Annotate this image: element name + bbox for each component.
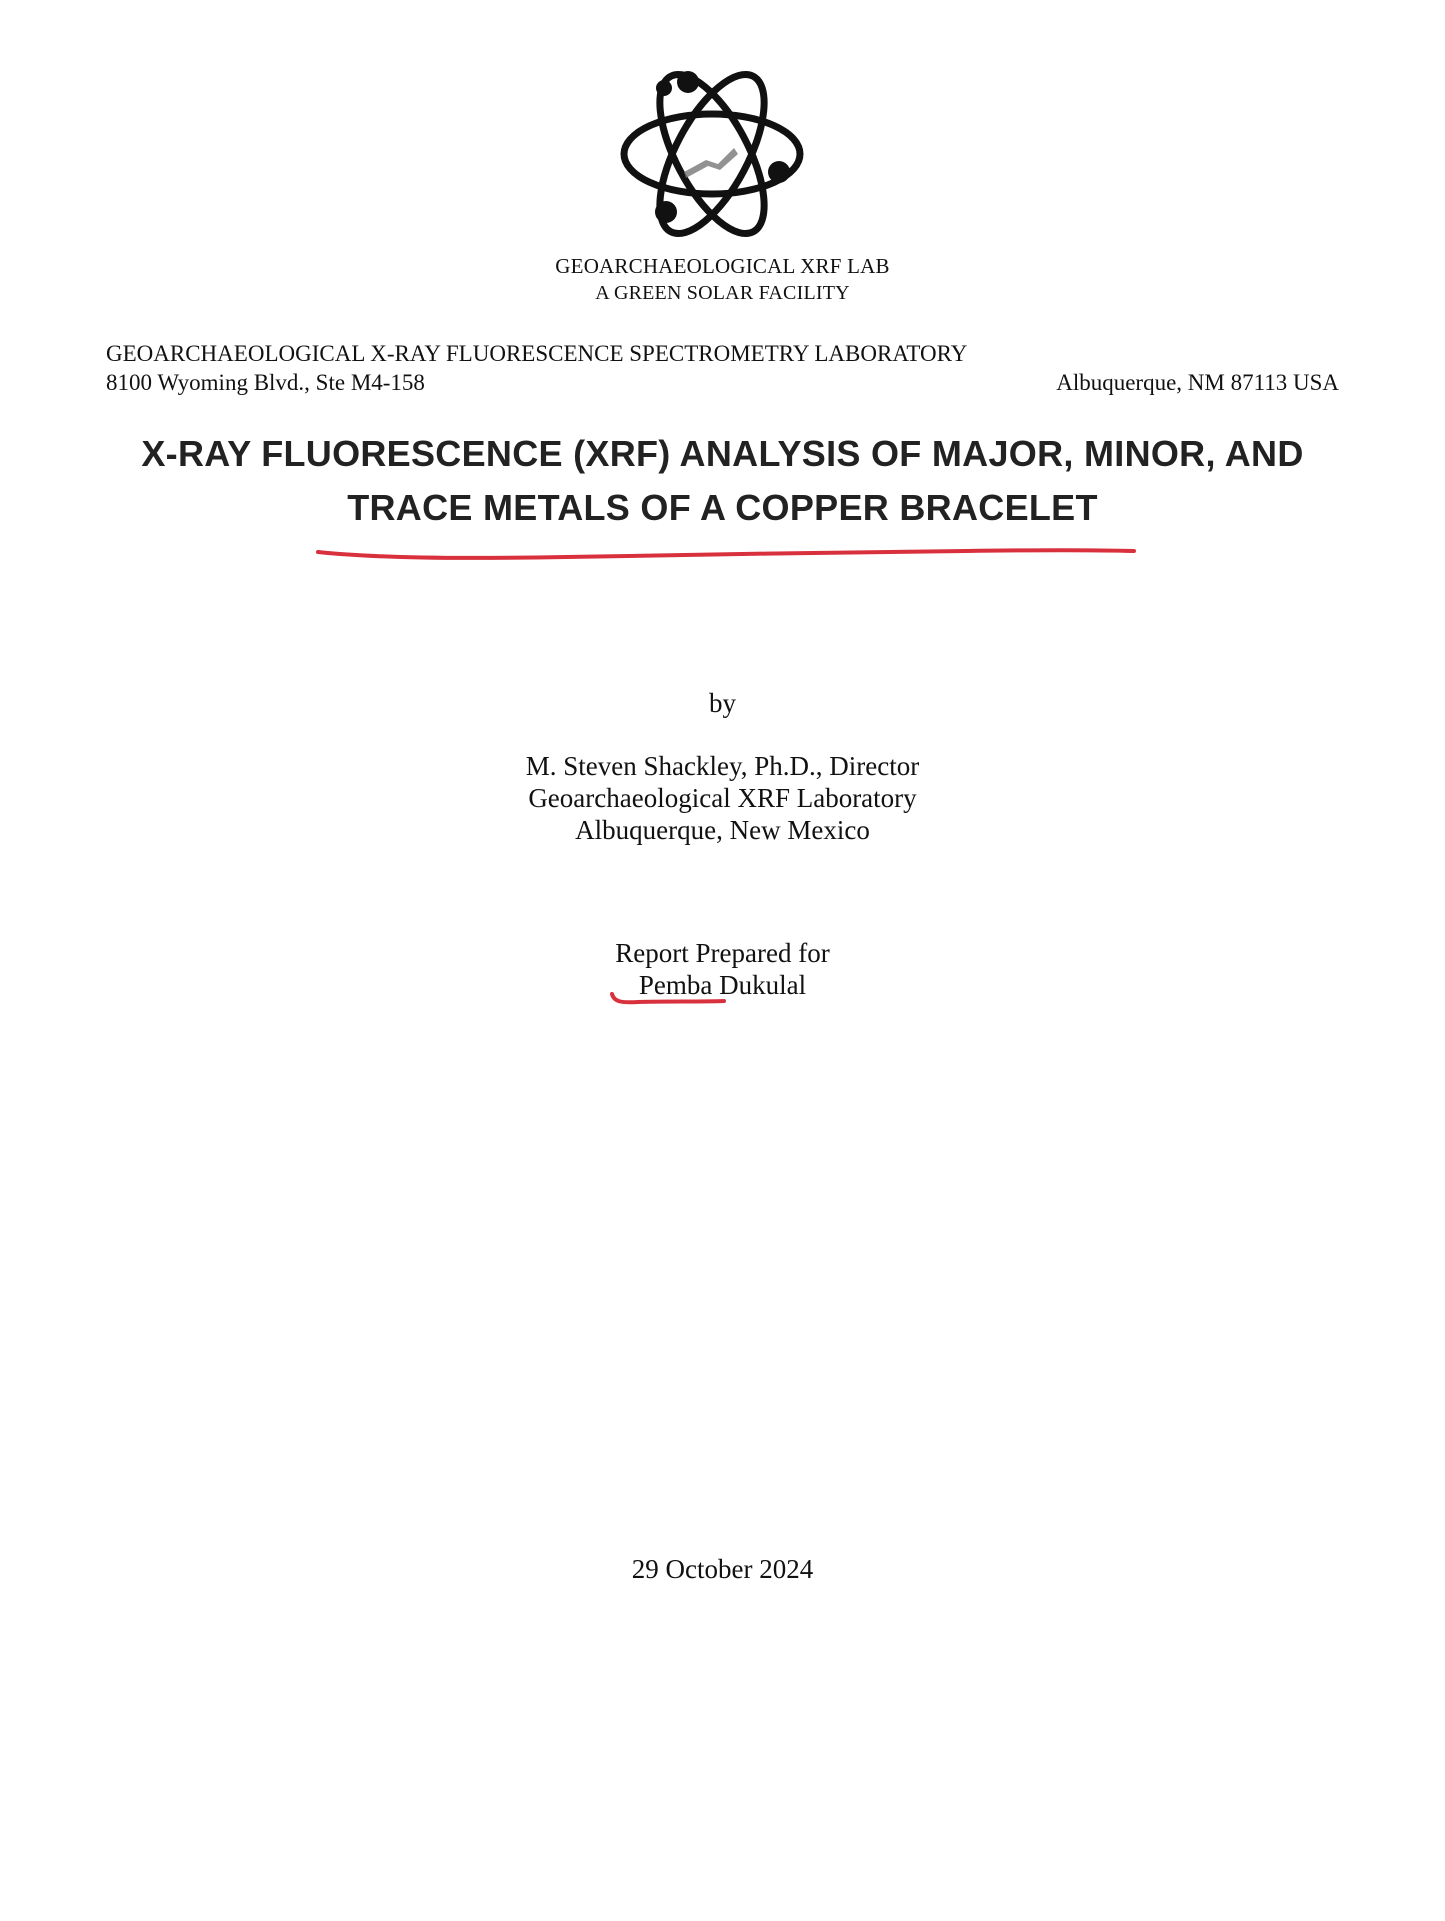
title-underline-annotation [316, 540, 1136, 564]
lab-tagline: A GREEN SOLAR FACILITY [595, 282, 850, 304]
author-lab: Geoarchaeological XRF Laboratory [528, 783, 917, 813]
atom-logo-icon [614, 62, 810, 246]
report-date: 29 October 2024 [631, 1554, 814, 1584]
client-name: Pemba Dukulal [638, 970, 807, 1000]
author-name: M. Steven Shackley, Ph.D., Director [525, 751, 920, 781]
by-label: by [709, 688, 736, 718]
author-location: Albuquerque, New Mexico [575, 815, 870, 845]
lab-name: GEOARCHAEOLOGICAL XRF LAB [555, 254, 890, 278]
client-underline-annotation [608, 990, 728, 1012]
address-city: Albuquerque, NM 87113 USA [1056, 370, 1339, 395]
report-title-line-2: TRACE METALS OF A COPPER BRACELET [347, 487, 1098, 528]
report-title-line-1: X-RAY FLUORESCENCE (XRF) ANALYSIS OF MAJOR, MINOR, AND [141, 433, 1304, 474]
prepared-for-label: Report Prepared for [615, 938, 830, 968]
lab-full-name: GEOARCHAEOLOGICAL X-RAY FLUORESCENCE SPECTROMETRY LABORATORY [106, 341, 968, 366]
address-street: 8100 Wyoming Blvd., Ste M4-158 [106, 370, 425, 395]
